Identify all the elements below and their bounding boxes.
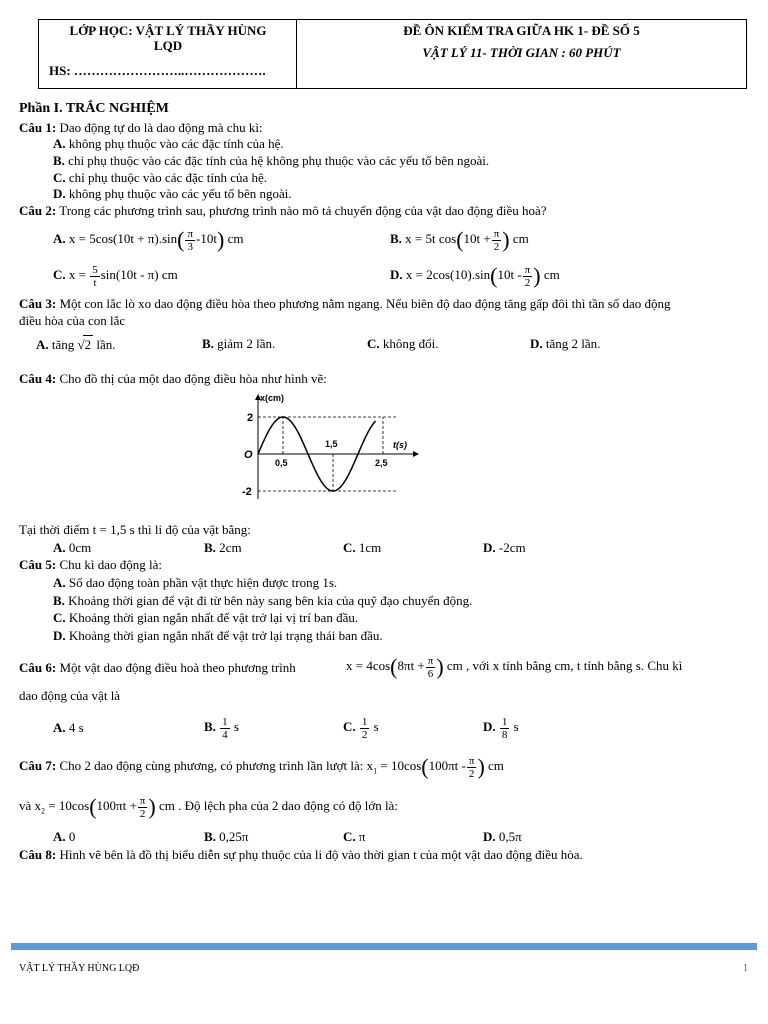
option-key: B. <box>204 540 216 555</box>
math-text: sin(10t - π) cm <box>100 267 178 282</box>
question-6 <box>19 655 296 681</box>
option-key: B. <box>204 719 216 734</box>
option-key: A. <box>36 337 49 352</box>
paren: ) <box>148 794 156 820</box>
math-text: x <box>34 798 42 813</box>
question-8 <box>19 847 583 863</box>
option-key: D. <box>483 540 496 555</box>
x-axis-arrow <box>413 451 419 457</box>
option-text: 0cm <box>65 540 92 555</box>
option[interactable] <box>343 829 365 845</box>
option-text: tăng 2 lần. <box>542 336 601 351</box>
option-key: A. <box>53 720 66 735</box>
option-key: D. <box>53 186 66 201</box>
option-key: B. <box>202 336 214 351</box>
denominator: 2 <box>468 767 475 780</box>
numerator: π <box>493 227 500 240</box>
paren: ( <box>89 794 97 820</box>
math-text: x = 2cos(10).sin <box>405 267 491 282</box>
option[interactable] <box>53 226 243 253</box>
numerator: 1 <box>361 715 368 728</box>
option-text: -2cm <box>495 540 526 555</box>
option-key: D. <box>53 628 66 643</box>
option-text: Khoảng thời gian ngắn nhất để vật trở lại trạng thái ban đầu. <box>65 628 383 643</box>
question-label: Câu 2: <box>19 203 57 218</box>
question-text: và <box>19 798 32 813</box>
question-1 <box>19 120 263 136</box>
subscript: 2 <box>41 806 46 816</box>
class-label: LỚP HỌC: VẬT LÝ THẦY HÙNG <box>69 23 267 38</box>
option[interactable] <box>36 335 116 354</box>
unit: cm <box>488 758 504 773</box>
option[interactable] <box>343 540 381 556</box>
unit: s <box>233 719 239 734</box>
option[interactable] <box>53 610 358 626</box>
option-text: Số dao động toàn phần vật thực hiện được trong 1s. <box>65 575 338 590</box>
fraction <box>500 716 510 741</box>
fraction <box>220 716 230 741</box>
fraction <box>467 755 477 780</box>
page-number: 1 <box>743 963 748 974</box>
numerator: 1 <box>222 715 228 728</box>
option-key: A. <box>53 136 66 151</box>
option-text: Khoảng thời gian ngắn nhất để vật trở lại vị trí ban đầu. <box>65 610 359 625</box>
option-key: C. <box>343 719 356 734</box>
paren: ) <box>502 227 510 253</box>
math-text: x <box>366 758 374 773</box>
option-key: D. <box>530 336 543 351</box>
question-text: cm . Độ lệch pha của 2 dao động có độ lớn là: <box>158 798 398 813</box>
fraction <box>138 795 148 820</box>
option-text: chỉ phụ thuộc vào các đặc tính của hệ. <box>65 170 268 185</box>
math-text: 100πt + <box>96 798 137 813</box>
oscillation-graph <box>225 390 425 502</box>
option-key: C. <box>343 829 356 844</box>
option[interactable] <box>53 716 84 740</box>
option-text: 1cm <box>355 540 382 555</box>
question-label: Câu 3: <box>19 296 57 311</box>
option[interactable] <box>53 593 472 609</box>
paren: ( <box>490 263 498 289</box>
option-key: B. <box>390 231 402 246</box>
question-label: Câu 7: <box>19 758 57 773</box>
question-6-equation <box>346 651 682 681</box>
subscript: 1 <box>373 766 378 776</box>
option-text: 4 s <box>65 720 84 735</box>
question-text: Chu kì dao động là: <box>56 557 162 572</box>
paren: ) <box>436 654 444 680</box>
option-text: không phụ thuộc vào các đặc tính của hệ. <box>65 136 284 151</box>
paren: ( <box>177 227 185 253</box>
option-key: B. <box>53 153 65 168</box>
question-4-prompt: Tại thời điểm t = 1,5 s thì li độ của vật bằng: <box>19 522 251 537</box>
option-key: D. <box>483 719 496 734</box>
option-key: C. <box>53 170 66 185</box>
numerator: π <box>139 794 146 807</box>
math-text: = 10cos <box>380 758 422 773</box>
option-key: B. <box>53 593 65 608</box>
question-text: Cho 2 dao động cùng phương, có phương trình lần lượt là: <box>56 758 364 773</box>
option-text: 2cm <box>215 540 242 555</box>
option[interactable] <box>53 262 178 289</box>
paren: ( <box>456 227 464 253</box>
option-key: B. <box>204 829 216 844</box>
numerator: π <box>468 754 475 767</box>
paren: ) <box>216 227 225 253</box>
question-5 <box>19 557 162 573</box>
denominator: 3 <box>187 240 193 253</box>
option[interactable] <box>53 170 267 186</box>
sqrt-sign: √ <box>77 337 85 352</box>
option-text: không phụ thuộc vào các yếu tố bên ngoài. <box>65 186 292 201</box>
option-text: không đổi. <box>379 336 439 351</box>
option-key: A. <box>53 575 66 590</box>
option[interactable] <box>204 829 249 845</box>
math-text: x = 4cos <box>346 658 391 673</box>
exam-subtitle: VẬT LÝ 11- THỜI GIAN : 60 PHÚT <box>422 45 621 60</box>
option-text: lần. <box>93 337 116 352</box>
question-text: Hình vẽ bên là đồ thị biểu diễn sự phụ thuộc của li độ vào thời gian t của một vật dao động điều hòa. <box>56 847 583 862</box>
fraction <box>360 716 370 741</box>
question-text: Dao động tự do là dao động mà chu kì: <box>56 120 263 135</box>
class-label-2: LQD <box>153 38 183 53</box>
option-text: chỉ phụ thuộc vào các đặc tính của hệ không phụ thuộc vào các yếu tố bên ngoài. <box>64 153 490 168</box>
y-tick-label: 2 <box>247 412 254 424</box>
question-text: Cho đồ thị của một dao động điều hòa như hình vẽ: <box>56 371 327 386</box>
origin-label: O <box>244 449 253 461</box>
question-label: Câu 1: <box>19 120 57 135</box>
option[interactable] <box>204 540 242 556</box>
option[interactable] <box>390 226 529 253</box>
question-label: Câu 6: <box>19 660 57 675</box>
math-text: = 10cos <box>48 798 90 813</box>
option-text: Khoảng thời gian để vật đi từ bên này sang bên kia của quỹ đạo chuyển động. <box>64 593 473 608</box>
footer-divider <box>11 943 757 950</box>
x-tick-label: 2,5 <box>375 458 388 468</box>
header-left-cell <box>39 20 297 88</box>
math-text: x = 5cos(10t + π).sin <box>68 231 178 246</box>
question-text: Một con lắc lò xo dao động điều hòa theo phương nằm ngang. Nếu biên độ dao động tăng gấp đôi thì tần số dao động <box>56 296 671 311</box>
chart-axes <box>242 393 419 499</box>
header-table <box>38 19 747 89</box>
option-text: 0 <box>65 829 76 844</box>
denominator: 4 <box>222 728 228 741</box>
paren: ) <box>477 754 485 780</box>
numerator: π <box>427 654 434 667</box>
paren: ) <box>533 263 541 289</box>
math-text: x = <box>68 267 86 282</box>
math-text: x = 5t cos <box>405 231 457 246</box>
question-label: Câu 4: <box>19 371 57 386</box>
x-tick-label: 0,5 <box>275 458 288 468</box>
denominator: 2 <box>139 807 146 820</box>
option-text: π <box>355 829 366 844</box>
option-key: C. <box>367 336 380 351</box>
option-key: C. <box>343 540 356 555</box>
numerator: π <box>524 263 531 276</box>
option[interactable] <box>202 335 275 353</box>
option-key: A. <box>53 829 66 844</box>
option[interactable] <box>483 712 519 742</box>
math-text: 8πt + <box>397 658 425 673</box>
numerator: π <box>187 227 194 240</box>
fraction <box>185 228 195 253</box>
question-2 <box>19 203 547 219</box>
option[interactable] <box>204 712 239 742</box>
question-4 <box>19 371 327 387</box>
footer-text: VẬT LÝ THẦY HÙNG LQĐ <box>19 963 140 974</box>
option-text: tăng <box>48 337 75 352</box>
option[interactable] <box>530 335 600 353</box>
question-6-cont: dao động của vật là <box>19 688 121 703</box>
x-axis-label: t(s) <box>393 440 407 450</box>
question-label: Câu 8: <box>19 847 57 862</box>
unit: s <box>513 719 519 734</box>
option[interactable] <box>53 829 75 845</box>
student-name-field: HS: ……………………..………………. <box>49 63 266 78</box>
numerator: 1 <box>501 715 508 728</box>
radicand: 2 <box>84 337 92 352</box>
math-text: 10t - <box>497 267 522 282</box>
unit: cm <box>543 267 560 282</box>
option[interactable] <box>53 575 337 591</box>
option-key: A. <box>53 231 66 246</box>
option-text: 0,25π <box>215 829 249 844</box>
header-right-cell <box>297 20 746 88</box>
question-text: cm , với x tính bằng cm, t tính bằng s. Chu kì <box>446 658 683 673</box>
option-key: C. <box>53 267 66 282</box>
denominator: 2 <box>493 240 500 253</box>
question-label: Câu 5: <box>19 557 57 572</box>
option[interactable] <box>53 153 489 169</box>
denominator: t <box>93 276 97 289</box>
math-text: 100πt - <box>428 758 466 773</box>
question-text: Trong các phương trình sau, phương trình nào mô tả chuyển động của vật dao động điều hoà? <box>56 203 547 218</box>
section-title: Phần I. TRẮC NGHIỆM <box>19 101 169 116</box>
option-text: giảm 2 lần. <box>213 336 276 351</box>
option[interactable] <box>343 712 379 742</box>
paren: ( <box>390 654 398 680</box>
option-text: 0,5π <box>495 829 522 844</box>
fraction <box>523 264 533 289</box>
option[interactable] <box>390 262 560 289</box>
denominator: 2 <box>524 276 531 289</box>
option[interactable] <box>53 136 284 152</box>
option[interactable] <box>367 335 439 353</box>
fraction <box>426 655 436 680</box>
math-text: 10t + <box>463 231 491 246</box>
paren: ( <box>421 754 429 780</box>
fraction <box>90 264 100 289</box>
option-key: D. <box>483 829 496 844</box>
option[interactable] <box>53 186 292 202</box>
option[interactable] <box>53 540 91 556</box>
question-3-cont: điều hòa của con lắc <box>19 313 126 328</box>
option[interactable] <box>53 628 383 644</box>
unit: cm <box>227 231 244 246</box>
option[interactable] <box>483 540 526 556</box>
exam-title: ĐỀ ÔN KIỂM TRA GIỮA HK 1- ĐỀ SỐ 5 <box>403 23 640 38</box>
unit: cm <box>512 231 529 246</box>
x-tick-label: 1,5 <box>325 439 338 449</box>
question-7 <box>19 753 504 785</box>
math-text: -10t <box>196 231 217 246</box>
numerator: 5 <box>92 263 98 276</box>
y-tick-label: -2 <box>242 486 252 498</box>
question-7-cont <box>19 793 398 825</box>
y-axis-label: x(cm) <box>260 393 285 403</box>
option-key: C. <box>53 610 66 625</box>
unit: s <box>373 719 379 734</box>
denominator: 8 <box>501 728 508 741</box>
option[interactable] <box>483 829 522 845</box>
option-key: D. <box>390 267 403 282</box>
fraction <box>492 228 502 253</box>
option-key: A. <box>53 540 66 555</box>
denominator: 2 <box>361 728 368 741</box>
denominator: 6 <box>427 667 434 680</box>
question-3 <box>19 296 671 312</box>
question-text: Một vật dao động điều hoà theo phương trình <box>56 660 296 675</box>
